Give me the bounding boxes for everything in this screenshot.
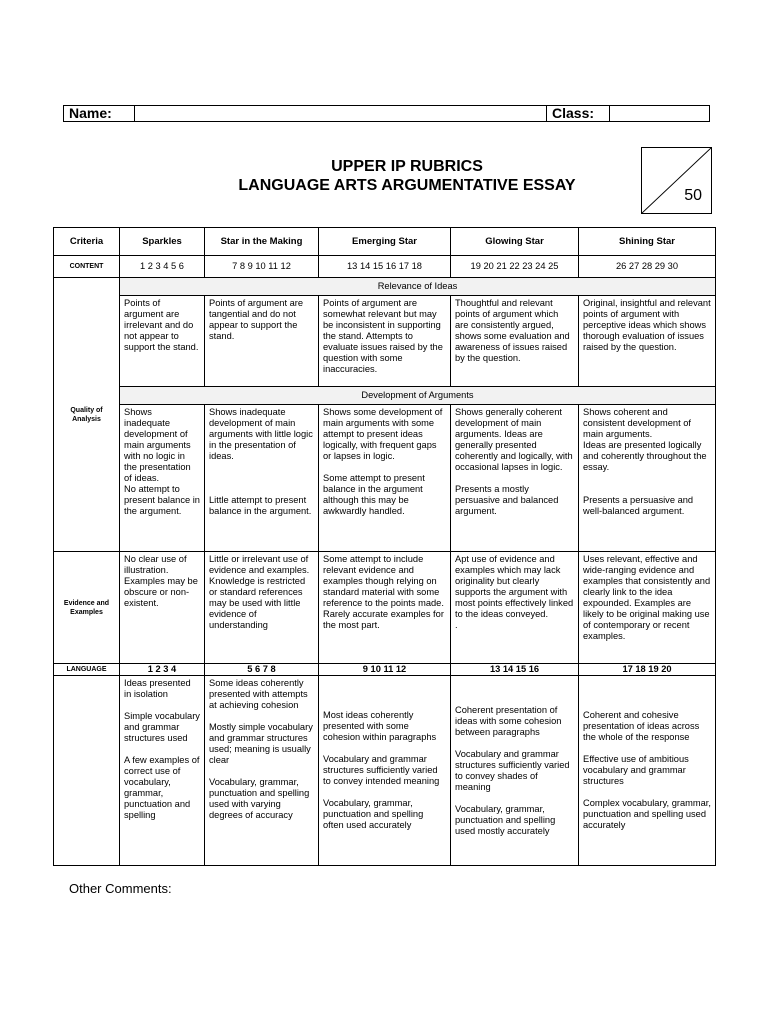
language-score-sparkles: 1 2 3 4 (120, 664, 205, 676)
development-emerging-star: Shows some development of main arguments with some attempt to present ideas logically, with frequent gaps or lapses in logic. Some attempt to present balance in the argument although this may be awkwardly handled. (319, 405, 451, 552)
other-comments-label: Other Comments: (69, 881, 172, 896)
relevance-emerging-star: Points of argument are somewhat relevant but may be inconsistent in supporting the stand. Attempts to evaluate issues raised by the question with some inaccuracies. (319, 296, 451, 387)
evidence-row (54, 552, 716, 664)
content-row (54, 256, 716, 278)
name-label: Name: (69, 105, 112, 121)
language-score-glowing-star: 13 14 15 16 (451, 664, 579, 676)
content-score-sparkles: 1 2 3 4 5 6 (120, 256, 205, 278)
development-shining-star: Shows coherent and consistent development of main arguments. Ideas are presented logically and coherently throughout the essay. Presents a persuasive and well-balanced argument. (579, 405, 716, 552)
content-label: CONTENT (54, 256, 120, 278)
score-box (641, 147, 712, 214)
evidence-shining-star: Uses relevant, effective and wide-ranging evidence and examples that consistently and clearly link to the idea expounded. Examples are likely to be original making use of contemporary or recent examples. (579, 552, 716, 664)
development-sparkles: Shows inadequate development of main arguments with no logic in the presentation of ideas. No attempt to present balance in the argument. (120, 405, 205, 552)
header-row (54, 228, 716, 256)
language-glowing-star: Coherent presentation of ideas with some cohesion between paragraphs Vocabulary and grammar structures sufficiently varied to convey shades of meaning Vocabulary, grammar, punctuation and spelling used mostly accurately (451, 676, 579, 866)
content-score-glowing-star: 19 20 21 22 23 24 25 (451, 256, 579, 278)
rubric-table (53, 227, 716, 866)
col-header-criteria: Criteria (54, 228, 120, 256)
relevance-shining-star: Original, insightful and relevant points of argument with perceptive ideas which shows thorough evaluation of issues raised by the question. (579, 296, 716, 387)
language-score-emerging-star: 9 10 11 12 (319, 664, 451, 676)
title-line-2: LANGUAGE ARTS ARGUMENTATIVE ESSAY (238, 177, 576, 194)
evidence-emerging-star: Some attempt to include relevant evidence and examples though relying on standard material with some reference to the points made. Rarely accurate examples for the most part. (319, 552, 451, 664)
title-line-1: UPPER IP RUBRICS (331, 158, 483, 175)
col-header-emerging-star: Emerging Star (319, 228, 451, 256)
content-score-emerging-star: 13 14 15 16 17 18 (319, 256, 451, 278)
development-title-row (54, 387, 716, 405)
relevance-title-row (54, 278, 716, 296)
relevance-glowing-star: Thoughtful and relevant points of argument which are consistently argued, shows some evaluation and awareness of issues raised by the question. (451, 296, 579, 387)
language-score-row (54, 664, 716, 676)
col-header-glowing-star: Glowing Star (451, 228, 579, 256)
language-emerging-star: Most ideas coherently presented with some cohesion within paragraphs Vocabulary and grammar structures sufficiently varied to convey intended meaning Vocabulary, grammar, punctuation and spelling often used accurately (319, 676, 451, 866)
language-shining-star: Coherent and cohesive presentation of ideas across the whole of the response Effective use of ambitious vocabulary and grammar structures Complex vocabulary, grammar, punctuation and spelling used accurately (579, 676, 716, 866)
language-sparkles: Ideas presented in isolation Simple vocabulary and grammar structures used A few examples of correct use of vocabulary, grammar, punctuation and spelling (120, 676, 205, 866)
development-glowing-star: Shows generally coherent development of main arguments. Ideas are generally presented coherently and logically, with occasional lapses in logic. Presents a mostly persuasive and balanced argument. (451, 405, 579, 552)
name-field[interactable] (134, 106, 546, 121)
relevance-row (54, 296, 716, 387)
development-of-arguments-title: Development of Arguments (120, 387, 716, 405)
language-criteria-blank (54, 676, 120, 866)
evidence-sparkles: No clear use of illustration. Examples may be obscure or non-existent. (120, 552, 205, 664)
content-score-shining-star: 26 27 28 29 30 (579, 256, 716, 278)
col-header-sparkles: Sparkles (120, 228, 205, 256)
name-class-bar (63, 105, 710, 122)
relevance-sparkles: Points of argument are irrelevant and do not appear to support the stand. (120, 296, 205, 387)
evidence-star-in-the-making: Little or irrelevant use of evidence and examples. Knowledge is restricted or standard references may be used with little evidence of understanding (205, 552, 319, 664)
quality-of-analysis-label: Quality of Analysis (54, 278, 120, 552)
language-star-in-the-making: Some ideas coherently presented with attempts at achieving cohesion Mostly simple vocabulary and grammar structures used; meaning is usually clear Vocabulary, grammar, punctuation and spelling used with varying degrees of accuracy (205, 676, 319, 866)
language-row (54, 676, 716, 866)
evidence-glowing-star: Apt use of evidence and examples which may lack originality but clearly supports the argument with most points effectively linked to the ideas conveyed. . (451, 552, 579, 664)
development-row (54, 405, 716, 552)
development-star-in-the-making: Shows inadequate development of main arguments with little logic in the presentation of ideas. Little attempt to present balance in the argument. (205, 405, 319, 552)
language-score-star-in-the-making: 5 6 7 8 (205, 664, 319, 676)
content-score-star-in-the-making: 7 8 9 10 11 12 (205, 256, 319, 278)
language-label: LANGUAGE (54, 664, 120, 676)
score-total: 50 (684, 187, 702, 204)
relevance-of-ideas-title: Relevance of Ideas (120, 278, 716, 296)
col-header-star-in-the-making: Star in the Making (205, 228, 319, 256)
evidence-and-examples-label: Evidence and Examples (54, 552, 120, 664)
language-score-shining-star: 17 18 19 20 (579, 664, 716, 676)
relevance-star-in-the-making: Points of argument are tangential and do not appear to support the stand. (205, 296, 319, 387)
col-header-shining-star: Shining Star (579, 228, 716, 256)
class-label: Class: (546, 106, 609, 121)
class-field[interactable] (609, 106, 709, 121)
